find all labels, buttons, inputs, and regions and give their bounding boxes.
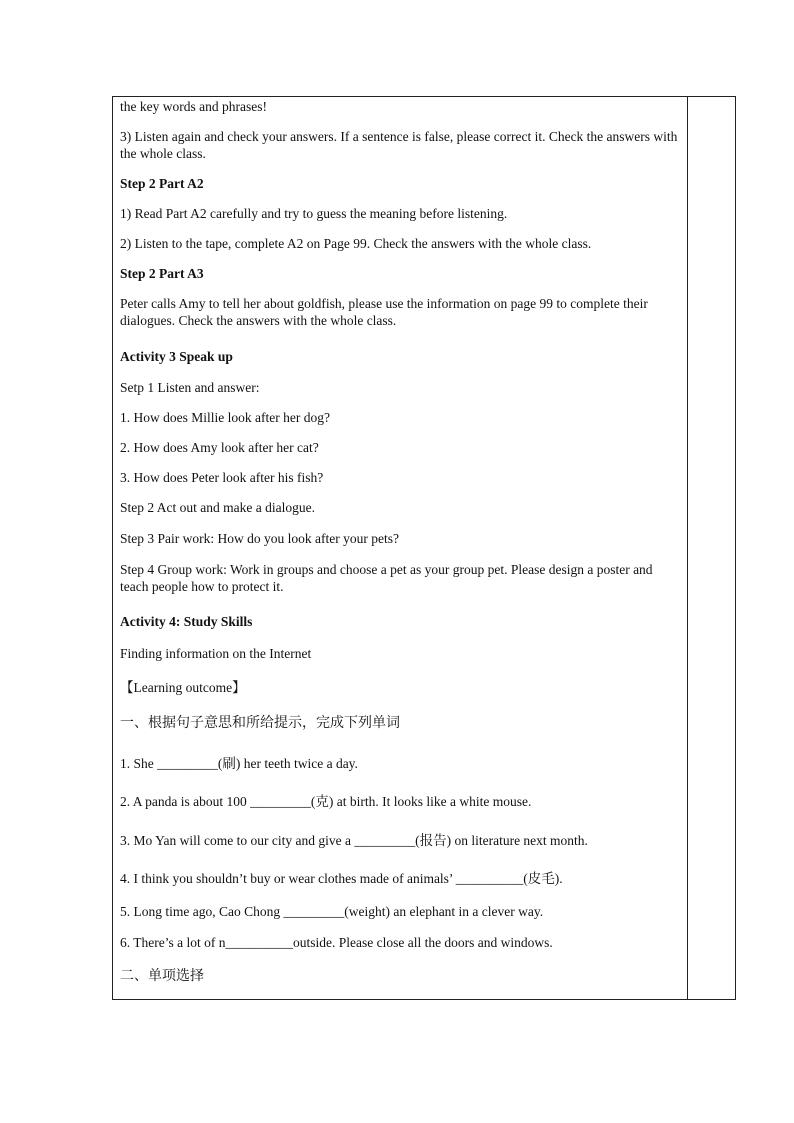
- exercise-item: 4. I think you shouldn’t buy or wear clothes made of animals’ __________(皮毛).: [120, 871, 563, 886]
- question-line: 1. How does Millie look after her dog?: [120, 410, 330, 425]
- exercise-item: 6. There’s a lot of n__________outside. Please close all the doors and windows.: [120, 935, 553, 950]
- question-line: 2. How does Amy look after her cat?: [120, 440, 319, 455]
- text-line: 1) Read Part A2 carefully and try to guess the meaning before listening.: [120, 206, 508, 221]
- exercise-item: 1. She _________(刷) her teeth twice a day.: [120, 756, 358, 771]
- exercise-item: 2. A panda is about 100 _________(克) at birth. It looks like a white mouse.: [120, 794, 532, 809]
- step-heading: Step 2 Part A2: [120, 176, 204, 191]
- notes-column-divider: [687, 97, 688, 999]
- lesson-table: [112, 96, 736, 1000]
- activity-heading: Activity 4: Study Skills: [120, 614, 253, 629]
- step-heading: Step 2 Part A3: [120, 266, 204, 281]
- text-line: Setp 1 Listen and answer:: [120, 380, 260, 395]
- text-paragraph: 3) Listen again and check your answers. If a sentence is false, please correct it. Check the answers with the whole class.: [120, 129, 678, 161]
- text-line: Finding information on the Internet: [120, 646, 312, 661]
- activity-heading: Activity 3 Speak up: [120, 349, 233, 364]
- text-paragraph: Peter calls Amy to tell her about goldfish, please use the information on page 99 to complete their dialogues. Check the answers with the whole class.: [120, 296, 648, 328]
- text-paragraph: Step 4 Group work: Work in groups and choose a pet as your group pet. Please design a poster and teach people how to protect it.: [120, 562, 653, 594]
- exercise-item: 3. Mo Yan will come to our city and give a _________(报告) on literature next month.: [120, 833, 588, 848]
- section-heading: 【Learning outcome】: [120, 680, 246, 695]
- text-line: Step 3 Pair work: How do you look after your pets?: [120, 531, 399, 546]
- exercise-item: 5. Long time ago, Cao Chong _________(weight) an elephant in a clever way.: [120, 904, 544, 919]
- exercise-heading: 二、单项选择: [120, 968, 204, 984]
- text-line: 2) Listen to the tape, complete A2 on Page 99. Check the answers with the whole class.: [120, 236, 592, 251]
- question-line: 3. How does Peter look after his fish?: [120, 470, 324, 485]
- text-line: Step 2 Act out and make a dialogue.: [120, 500, 315, 515]
- exercise-heading: 一、根据句子意思和所给提示，完成下列单词: [120, 715, 400, 731]
- text-line: the key words and phrases!: [120, 99, 267, 114]
